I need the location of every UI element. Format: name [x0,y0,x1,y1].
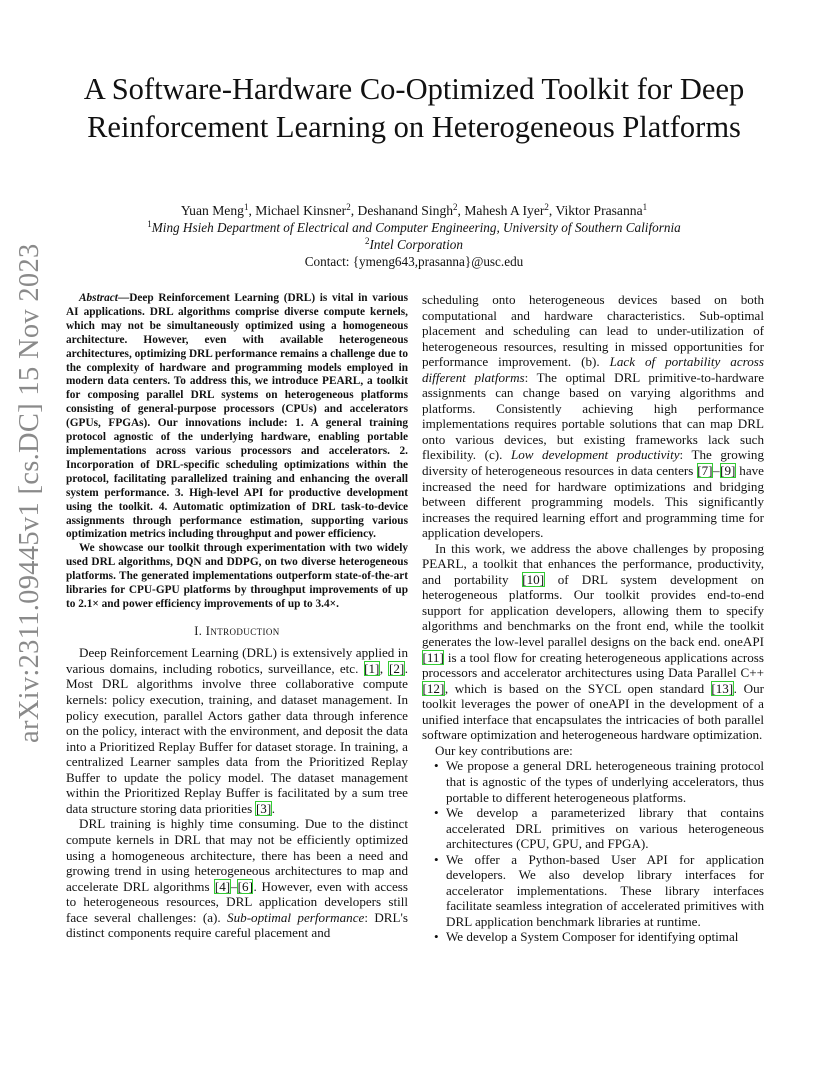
author-name: Deshanand Singh [357,203,454,218]
contributions-intro: Our key contributions are: [435,742,573,758]
author-name: Michael Kinsner [255,203,347,218]
citation-link[interactable]: [6] [237,878,253,894]
author-name: Mahesh A Iyer [464,203,545,218]
citation-link[interactable]: [12] [422,680,445,696]
affiliation-mark: 2 [346,202,351,212]
contributions-list [422,758,764,945]
intro-paragraph-3: In this work, we address the above challenges by proposing PEARL, a toolkit that enhances the performance, productivity, and portability [10] of DRL system development on heterogeneous platforms. Our toolkit provides end-to-end support for application developers, allowing them to specify algorithms and benchmarks on the front end, while the toolkit generates the low-level parallel designs on the back end. oneAPI [11] is a tool flow for creating heterogeneous applications across processors and accelerator architectures using Data Parallel C++ [12], which is based on the SYCL open standard [13]. Our toolkit leverages the power of oneAPI in the development of a unified interface that encapsulates the intricacies of both parallel software optimization and heterogeneous hardware optimization. [422,540,764,743]
affiliation-1: $^1$Ming Hsieh Department of Electrical and Computer Engineering, University of Southern California [147,219,681,235]
citation-link[interactable]: [4] [214,878,231,894]
abstract-paragraph-2: We showcase our toolkit through experimentation with two widely used DRL algorithms, DQN and DDPG, on two diverse heterogeneous platforms. The generated implementations outperform state-of-the-art libraries for CPU-GPU platforms by throughput improvements of up to 2.1× and power efficiency improvements of up to 3.4×. [66,542,408,610]
author-name: Viktor Prasanna [555,203,643,218]
list-item: • We offer a Python-based User API for application developers. We also develop library interfaces for accelerator implementations. These library interfaces facilitate seamless integration of accelerated primitives with DRL application benchmark libraries at runtime. [422,852,764,930]
abstract-label: Abstract [79,292,118,304]
list-item: • We propose a general DRL heterogeneous training protocol that is agnostic of the types of underlying accelerators, thus portable to different heterogeneous platforms. [422,758,764,805]
citation-link[interactable]: [1] [364,660,380,676]
affiliation-mark: 1 [642,202,648,212]
paper-title: A Software-Hardware Co-Optimized Toolkit for Deep Reinforcement Learning on Heterogeneous Platforms [83,72,745,144]
list-item: • We develop a parameterized library that contains accelerated DRL primitives on various heterogeneous architectures (CPU, GPU, and FPGA). [422,805,764,852]
intro-paragraph-1: Deep Reinforcement Learning (DRL) is extensively applied in various domains, including robotics, surveillance, etc. [1], [2]. Most DRL algorithms involve three collaborative compute kernels: policy execution, training, and dataset management. In policy execution, parallel Actors gather data through inference on the policy, interact with the environment, and deposit the data into a Prioritized Replay Buffer for dataset storage. In training, a centralized Learner samples data from the Prioritized Replay Buffer to update the policy model. The dataset management within the Prioritized Replay Buffer is facilitated by a sum tree data structure storing data priorities [3]. [66,645,409,816]
citation-link[interactable]: [7] [697,463,713,479]
left-column [66,292,408,941]
author-list: Yuan Meng$^1$, Michael Kinsner$^2$, Deshanand Singh$^2$, Mahesh A Iyer$^2$, Viktor Prasanna$^1$ [180,202,648,218]
citation-link[interactable]: [13] [711,680,734,696]
list-item: • We develop a System Composer for identifying optimal [422,929,764,945]
affiliation-mark: 2 [544,202,549,212]
citation-link[interactable]: [11] [422,649,444,665]
abstract-paragraph-1: Abstract—Deep Reinforcement Learning (DRL) is vital in various AI applications. DRL algorithms comprise diverse compute kernels, which may not be simultaneously optimized using a homogeneous architecture. However, even with available heterogeneous architectures, optimizing DRL performance remains a challenge due to the complexity of hardware and programming models employed in modern data centers. To address this, we introduce PEARL, a toolkit for composing parallel DRL systems on heterogeneous platforms consisting of general-purpose processors (CPUs) and accelerators (GPUs, FPGAs). Our innovations include: 1. A general training protocol agnostic of the underlying hardware, enabling portable implementations across various processors and accelerators. 2. Incorporation of DRL-specific scheduling optimizations within the protocol, facilitating parallelized training and enhancing the overall system performance. 3. High-level API for productive development using the toolkit. 4. Automatic optimization of DRL task-to-device assignments through performance estimation, supporting various optimization metrics including throughput and power efficiency. [66,292,408,541]
citation-link[interactable]: [2] [388,660,405,676]
citation-link[interactable]: [9] [720,463,736,479]
intro-paragraph-continued: scheduling onto heterogeneous devices based on both computational and hardware characteristics. Sub-optimal placement and scheduling can lead to under-utilization of heterogeneous resources, resulting in missed opportunities for performance improvement. (b). Lack of portability across different platforms: The optimal DRL primitive-to-hardware assignments can change based on varying algorithms and platforms. Consistently achieving high performance implementations requires portable solutions that can map DRL onto various devices, but existing frameworks lack such flexibility. (c). Low development productivity: The growing diversity of heterogeneous resources in data centers [7]–[9] have increased the need for hardware optimizations and bridging between different programming models. This significantly increases the required learning effort and programming time for application developers. [422,292,765,541]
citation-link[interactable]: [10] [522,571,545,587]
intro-paragraph-2: DRL training is highly time consuming. Due to the distinct compute kernels in DRL that may not be efficiently optimized using a homogeneous architecture, there has been a need and growing trend in using heterogeneous architectures to map and accelerate DRL algorithms [4]–[6]. However, even with access to heterogeneous resources, DRL application developers still face several challenges: (a). Sub-optimal performance: DRL's distinct components require careful placement and [66,816,408,941]
right-column [422,292,764,945]
arxiv-identifier: arXiv:2311.09445v1 [cs.DC] 15 Nov 2023 [14,243,45,743]
affiliation-2: $^2$Intel Corporation [365,236,463,252]
citation-link[interactable]: [3] [255,800,272,816]
author-name: Yuan Meng [180,203,244,218]
affiliation-mark: 2 [453,202,458,212]
section-heading: I. Introduction [194,623,280,638]
affiliation-mark: 1 [243,202,249,212]
contact-email: Contact: {ymeng643,prasanna}@usc.edu [304,254,524,269]
